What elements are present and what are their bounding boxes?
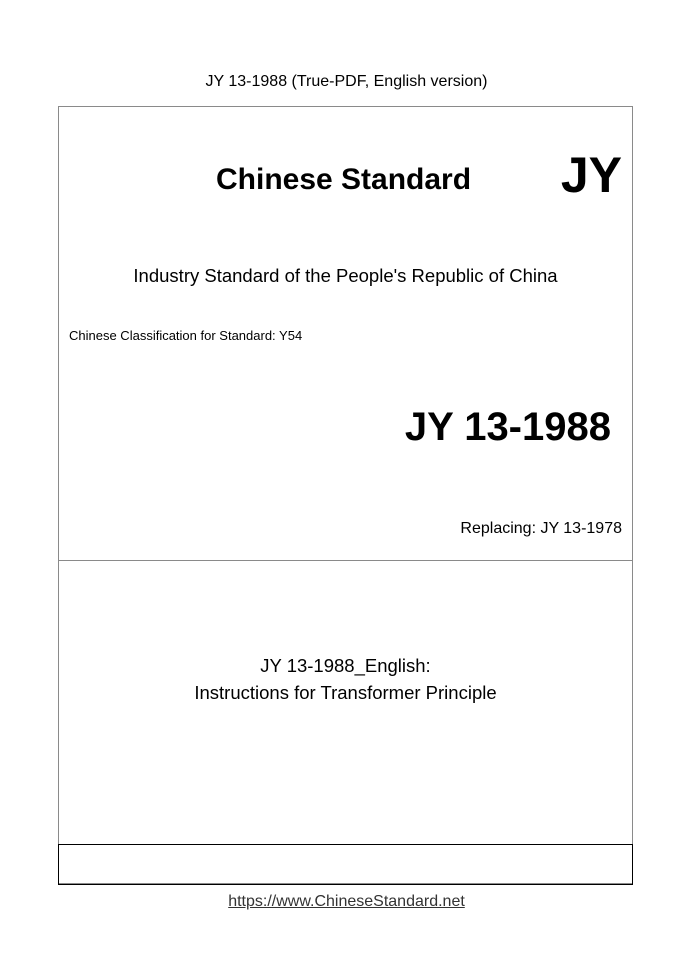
document-title-line-1: JY 13-1988_English:: [260, 655, 431, 676]
footer: [0, 892, 693, 912]
cover-bottom-strip: [58, 844, 633, 885]
cover-frame: [58, 106, 633, 884]
standard-number: JY 13-1988: [404, 405, 611, 449]
standard-code-mark: JY: [560, 147, 622, 203]
replacing-line: Replacing: JY 13-1978: [460, 520, 622, 537]
document-title-line-2: Instructions for Transformer Principle: [194, 682, 497, 703]
page-header: JY 13-1988 (True-PDF, English version): [205, 73, 488, 90]
cover-title: Chinese Standard: [216, 163, 472, 196]
website-link[interactable]: https://www.ChineseStandard.net: [228, 893, 465, 910]
cover-top-section: [59, 107, 632, 561]
classification-line: Chinese Classification for Standard: Y54: [69, 328, 303, 343]
industry-standard-line: Industry Standard of the People's Republic of China: [133, 265, 558, 286]
document-title: [59, 652, 632, 706]
